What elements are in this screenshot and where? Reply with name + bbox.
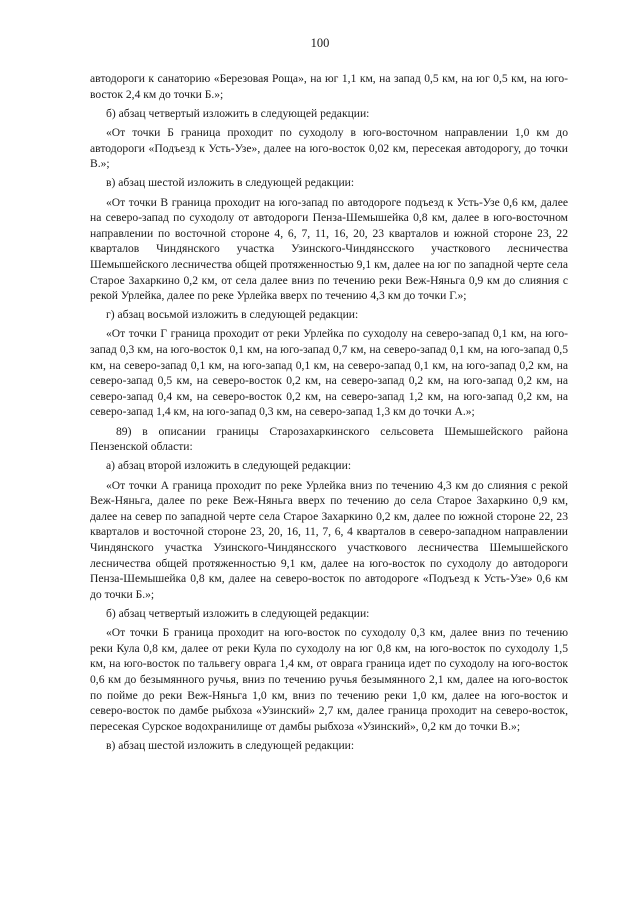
paragraph-amendment-heading: а) абзац второй изложить в следующей редакции:: [106, 459, 352, 473]
paragraph-continuation: автодороги к санаторию «Березовая Роща», на юг 1,1 км, на запад 0,5 км, на юг 0,5 км, на юго-восток 2,4 км до точки Б.»;: [90, 72, 568, 101]
paragraph-amendment-heading: б) абзац четвертый изложить в следующей редакции:: [106, 606, 370, 620]
paragraph-numbered-item: 89) в описании границы Старозахаркинского сельсовета Шемышейского района Пензенской области:: [90, 424, 568, 454]
paragraph-quoted-text: «От точки Б граница проходит на юго-восток по суходолу 0,3 км, далее вниз по течению реки Кула 0,8 км, далее от реки Кула по суходолу на юг 0,8 км, на юго-восток по суходолу 1,5 км, на юго-восток по тальвегу оврага 1,4 км, от оврага граница идет по суходолу на юго-восток 0,6 км до безымянного ручья, вниз по течению ручья безымянного 2,1 км, далее на юго-восток по пойме до реки Веж-Няньга 1,0 км, вниз по течению реки 1,0 км, далее на юго-восток и северо-восток по дамбе рыбхоза «Узинский» 2,7 км, далее граница проходит на северо-восток, пересекая Сурское водохранилище от дамбы рыбхоза «Узинский», 0,2 км до точки В.»;: [90, 626, 568, 733]
paragraph-amendment-heading: г) абзац восьмой изложить в следующей редакции:: [106, 308, 359, 322]
paragraph-quoted-text: «От точки Г граница проходит от реки Урлейка по суходолу на северо-запад 0,1 км, на юго-запад 0,3 км, на юго-восток 0,1 км, на юго-запад 0,7 км, на северо-запад 0,1 км, на юго-запад 0,5 км, на северо-запад 0,1 км, на юго-запад 0,1 км, на северо-запад 0,1 км, на юго-запад 0,2 км, на северо-запад 0,5 км, на северо-восток 0,2 км, на северо-запад 0,2 км, на юго-запад 0,2 км, на северо-запад 0,4 км, на северо-восток 0,2 км, на северо-запад 1,2 км, на юго-запад 0,2 км, на северо-запад 1,4 км, на юго-запад 0,3 км, на северо-запад 1,3 км до точки А.»;: [90, 327, 568, 419]
paragraph-quoted-text: «От точки А граница проходит по реке Урлейка вниз по течению 4,3 км до слияния с рекой Веж-Няньга, далее по реке Веж-Няньга вверх по течению до села Старое Захаркино 0,9 км, далее на север по западной черте села Старое Захаркино 0,2 км, далее по южной стороне 22, 23 кварталов и восточной стороне 23, 20, 16, 11, 7, 6, 4 кварталов в северо-западном направлении Чиндянского участка Узинского-Чиндянсского участкового лесничества Шемышейского лесничества общей протяженностью 9,1 км, далее на юго-восток по суходолу до автодороги Пенза-Шемышейка 0,8 км, далее на северо-восток по автодороге «Подъезд к Усть-Узе» 0,6 км до точки Б.»;: [90, 478, 568, 601]
paragraph-amendment-heading: в) абзац шестой изложить в следующей редакции:: [106, 738, 355, 752]
paragraph-amendment-heading: б) абзац четвертый изложить в следующей редакции:: [106, 106, 370, 120]
paragraph-quoted-text: «От точки Б граница проходит по суходолу в юго-восточном направлении 1,0 км до автодороги «Подъезд к Усть-Узе», далее на юго-восток 0,02 км, пересекая автодорогу, до точки В.»;: [90, 125, 568, 171]
page-number: 100: [310, 36, 330, 50]
paragraph-amendment-heading: в) абзац шестой изложить в следующей редакции:: [106, 176, 355, 190]
document-body: [90, 71, 568, 757]
paragraph-quoted-text: «От точки В граница проходит на юго-запад по автодороге подъезд к Усть-Узе 0,6 км, далее на северо-запад по суходолу от автодороги Пенза-Шемышейка 0,8 км, далее в юго-восточном направлении по восточной стороне 4, 6, 7, 11, 16, 20, 23 кварталов и южной стороне 23, 22 кварталов Чиндянского участка Узинского-Чиндянсского участкового лесничества Шемышейского лесничества общей протяженностью 9,1 км, далее на юг по западной черте села Старое Захаркино 0,2 км, от села далее вниз по течению реки Веж-Няньга 0,9 км до слияния с рекой Урлейка, далее по реке Урлейка вверх по течению 4,3 км до точки Г.»;: [90, 195, 568, 303]
